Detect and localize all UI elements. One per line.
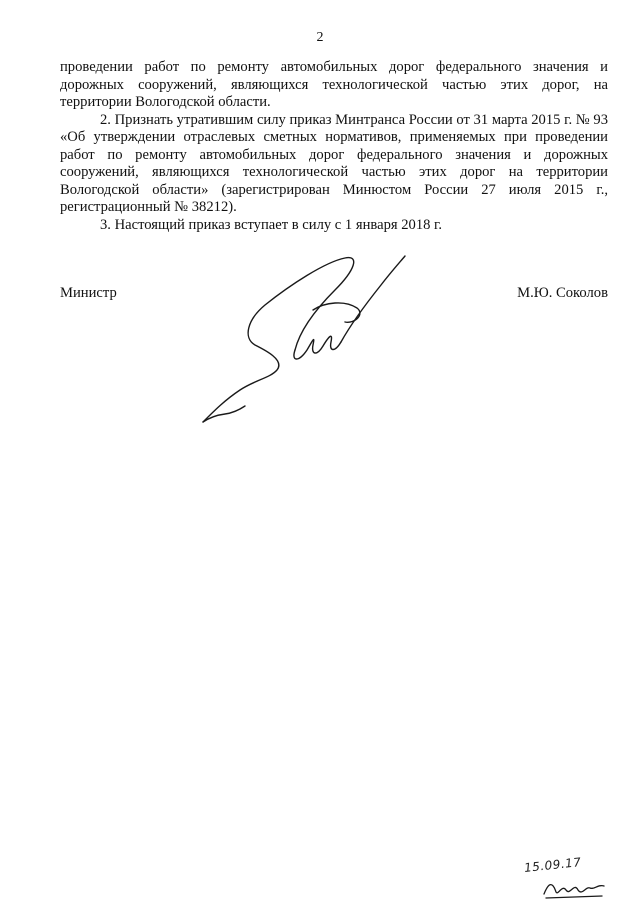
paragraph-continuation: проведении работ по ремонту автомобильных дорог федерального значения и дорожных сооружений, являющихся технологической частью этих дорог, на территории Вологодской области. xyxy=(60,59,608,110)
paragraph-item-2: 2. Признать утратившим силу приказ Минтранса России от 31 марта 2015 г. № 93 «Об утверждении отраслевых сметных нормативов, применяемых при проведении работ по ремонту автомобильных дорог федерального значения и дорожных сооружений, являющихся технологической частью этих дорог на территории Вологодской области» (зарегистрирован Минюстом России 27 июля 2015 г., регистрационный № 38212). xyxy=(60,111,608,215)
signer-title: Министр xyxy=(60,285,117,301)
signer-name: М.Ю. Соколов xyxy=(517,285,608,301)
document-body xyxy=(60,59,608,234)
handwritten-initials xyxy=(542,874,612,900)
handwritten-signature xyxy=(195,250,415,440)
page-number: 2 xyxy=(316,30,324,45)
handwritten-note xyxy=(518,855,618,900)
handwritten-date: 15.09.17 xyxy=(523,855,583,875)
paragraph-item-3: 3. Настоящий приказ вступает в силу с 1 января 2018 г. xyxy=(100,216,443,233)
